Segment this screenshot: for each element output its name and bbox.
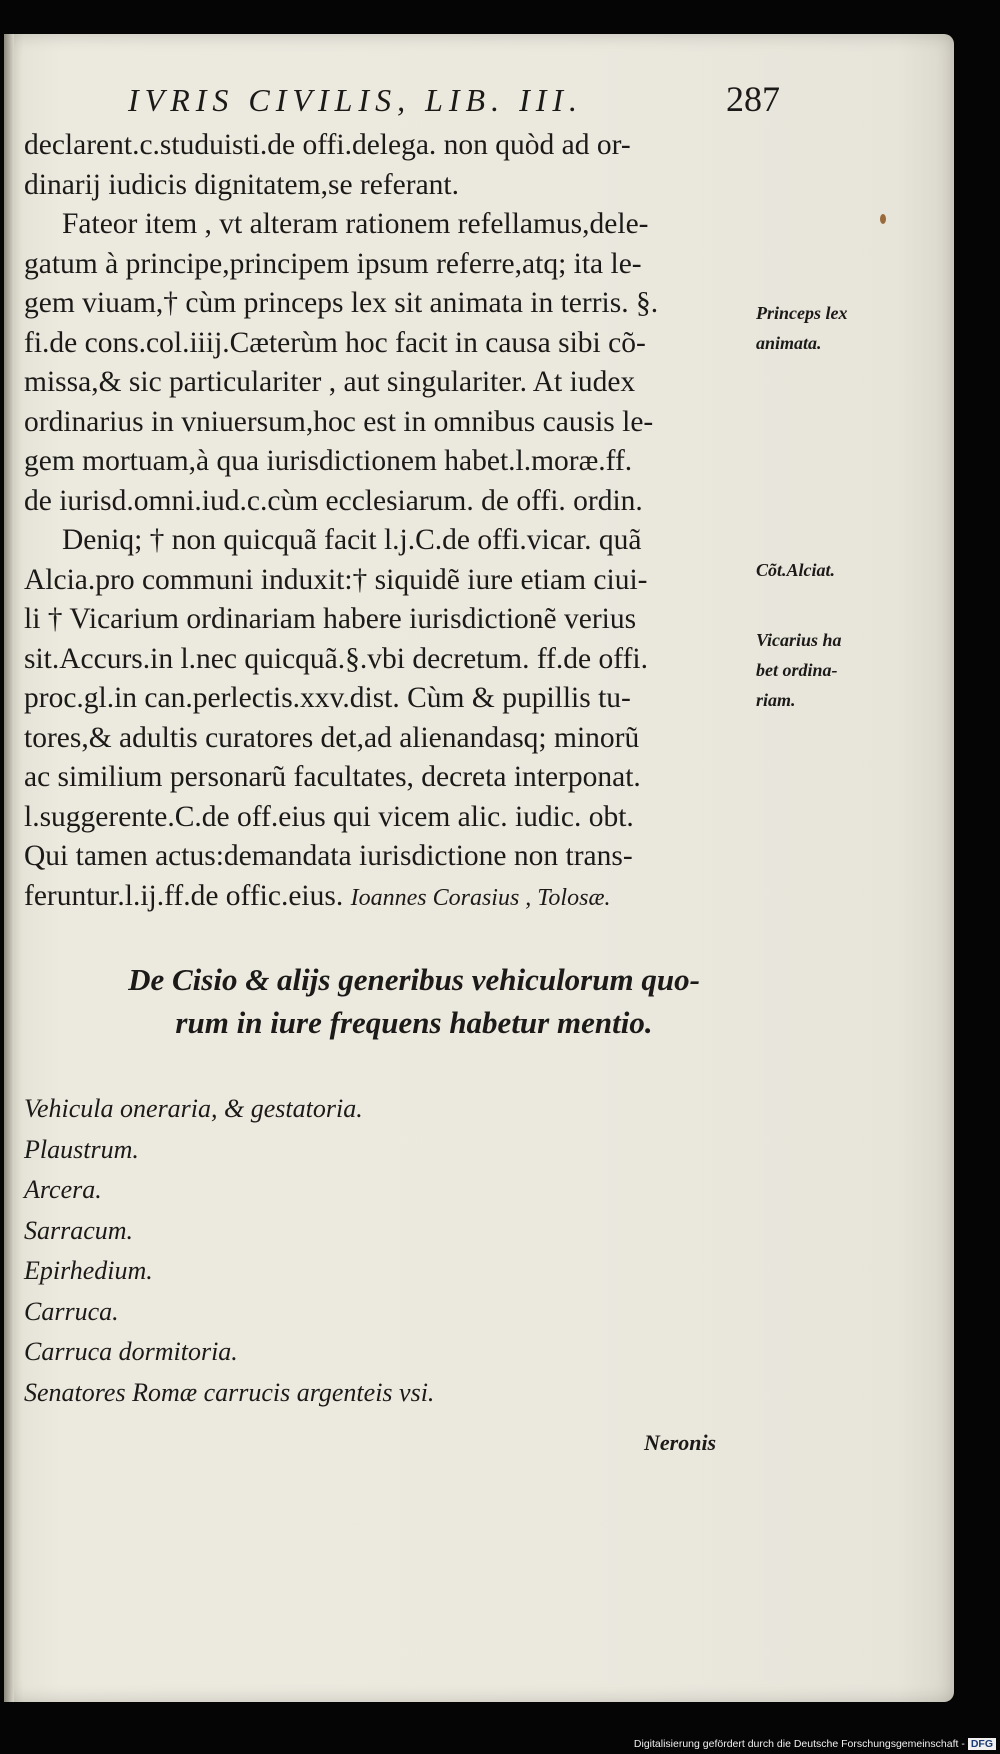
section-heading-line: De Cisio & alijs generibus vehiculorum quo- [128, 962, 700, 997]
text-line: gem mortuam,à qua iurisdictionem habet.l.moræ.ff. [24, 445, 633, 477]
margin-note-line: animata. [756, 333, 822, 353]
text-line: gem viuam,† cùm princeps lex sit animata in terris. §. [24, 287, 659, 319]
text-line: ordinarius in vniuersum,hoc est in omnibus causis le- [24, 405, 654, 438]
text-line: l.suggerente.C.de off.eius qui vicem alic. iudic. obt. [24, 800, 634, 833]
text-line: declarent.c.studuisti.de offi.delega. non quòd ad or- [24, 129, 631, 161]
page-number: 287 [726, 79, 780, 119]
margin-note-line: Cõt.Alciat. [756, 560, 836, 580]
paper-stain [880, 214, 886, 224]
text-line: Fateor item , vt alteram rationem refellamus,dele- [62, 208, 649, 240]
text-line: Alcia.pro communi induxit:† siquidẽ iure etiam ciui- [24, 563, 648, 596]
digitization-credit [634, 1738, 996, 1750]
author-signature: Ioannes Corasius , Tolosæ. [350, 884, 611, 911]
running-head: IVRIS CIVILIS, LIB. III. [128, 82, 584, 118]
text-line: Qui tamen actus:demandata iurisdictione non trans- [24, 840, 633, 872]
text-line: missa,& sic particulariter , aut singulariter. At iudex [24, 366, 636, 398]
list-item: Carruca dormitoria. [24, 1337, 238, 1366]
margin-note-line: Princeps lex [756, 303, 848, 323]
list-item: Carruca. [24, 1296, 119, 1326]
margin-note-line: Vicarius ha [756, 630, 842, 650]
margin-note-alciat [756, 555, 835, 585]
margin-note-line: bet ordina- [756, 660, 838, 680]
list-item: Epirhedium. [24, 1256, 153, 1285]
text-line: Deniq; † non quicquã facit l.j.C.de offi.vicar. quã [62, 524, 642, 556]
text-line-content: feruntur.l.ij.ff.de offic.eius. [24, 879, 344, 912]
margin-note-vicarius [756, 625, 842, 715]
vehicle-list [24, 1089, 434, 1413]
text-line: de iurisd.omni.iud.c.cùm ecclesiarum. de offi. ordin. [24, 484, 643, 517]
body-text [24, 126, 784, 916]
list-item: Senatores Romæ carrucis argenteis vsi. [24, 1377, 435, 1407]
text-line: dinarij iudicis dignitatem,se referant. [24, 168, 459, 201]
text-line: proc.gl.in can.perlectis.xxv.dist. Cùm & pupillis tu- [24, 682, 631, 714]
margin-note-line: riam. [756, 690, 796, 710]
list-item: Sarracum. [24, 1215, 134, 1245]
text-line: fi.de cons.col.iiij.Cæterùm hoc facit in causa sibi cõ- [24, 326, 646, 359]
text-line [24, 877, 784, 917]
text-line: gatum à principe,principem ipsum referre,atq; ita le- [24, 247, 642, 280]
page-gutter [4, 34, 14, 1702]
text-line: li † Vicarium ordinariam habere iurisdictionẽ verius [24, 603, 637, 635]
list-item: Arcera. [24, 1175, 102, 1204]
book-page [4, 34, 954, 1702]
margin-note-princeps [756, 298, 848, 358]
section-heading [64, 958, 764, 1044]
text-line: ac similium personarũ facultates, decreta interponat. [24, 761, 641, 793]
catchword: Neronis [644, 1430, 717, 1455]
list-item: Vehicula oneraria, & gestatoria. [24, 1094, 363, 1123]
dfg-logo: DFG [968, 1738, 996, 1750]
text-line: sit.Accurs.in l.nec quicquã.§.vbi decretum. ff.de offi. [24, 642, 648, 675]
text-line: tores,& adultis curatores det,ad alienandasq; minorũ [24, 721, 640, 754]
list-item: Plaustrum. [24, 1134, 139, 1164]
section-heading-line: rum in iure frequens habetur mentio. [175, 1005, 653, 1040]
credit-text: Digitalisierung gefördert durch die Deutsche Forschungsgemeinschaft - [633, 1738, 965, 1750]
